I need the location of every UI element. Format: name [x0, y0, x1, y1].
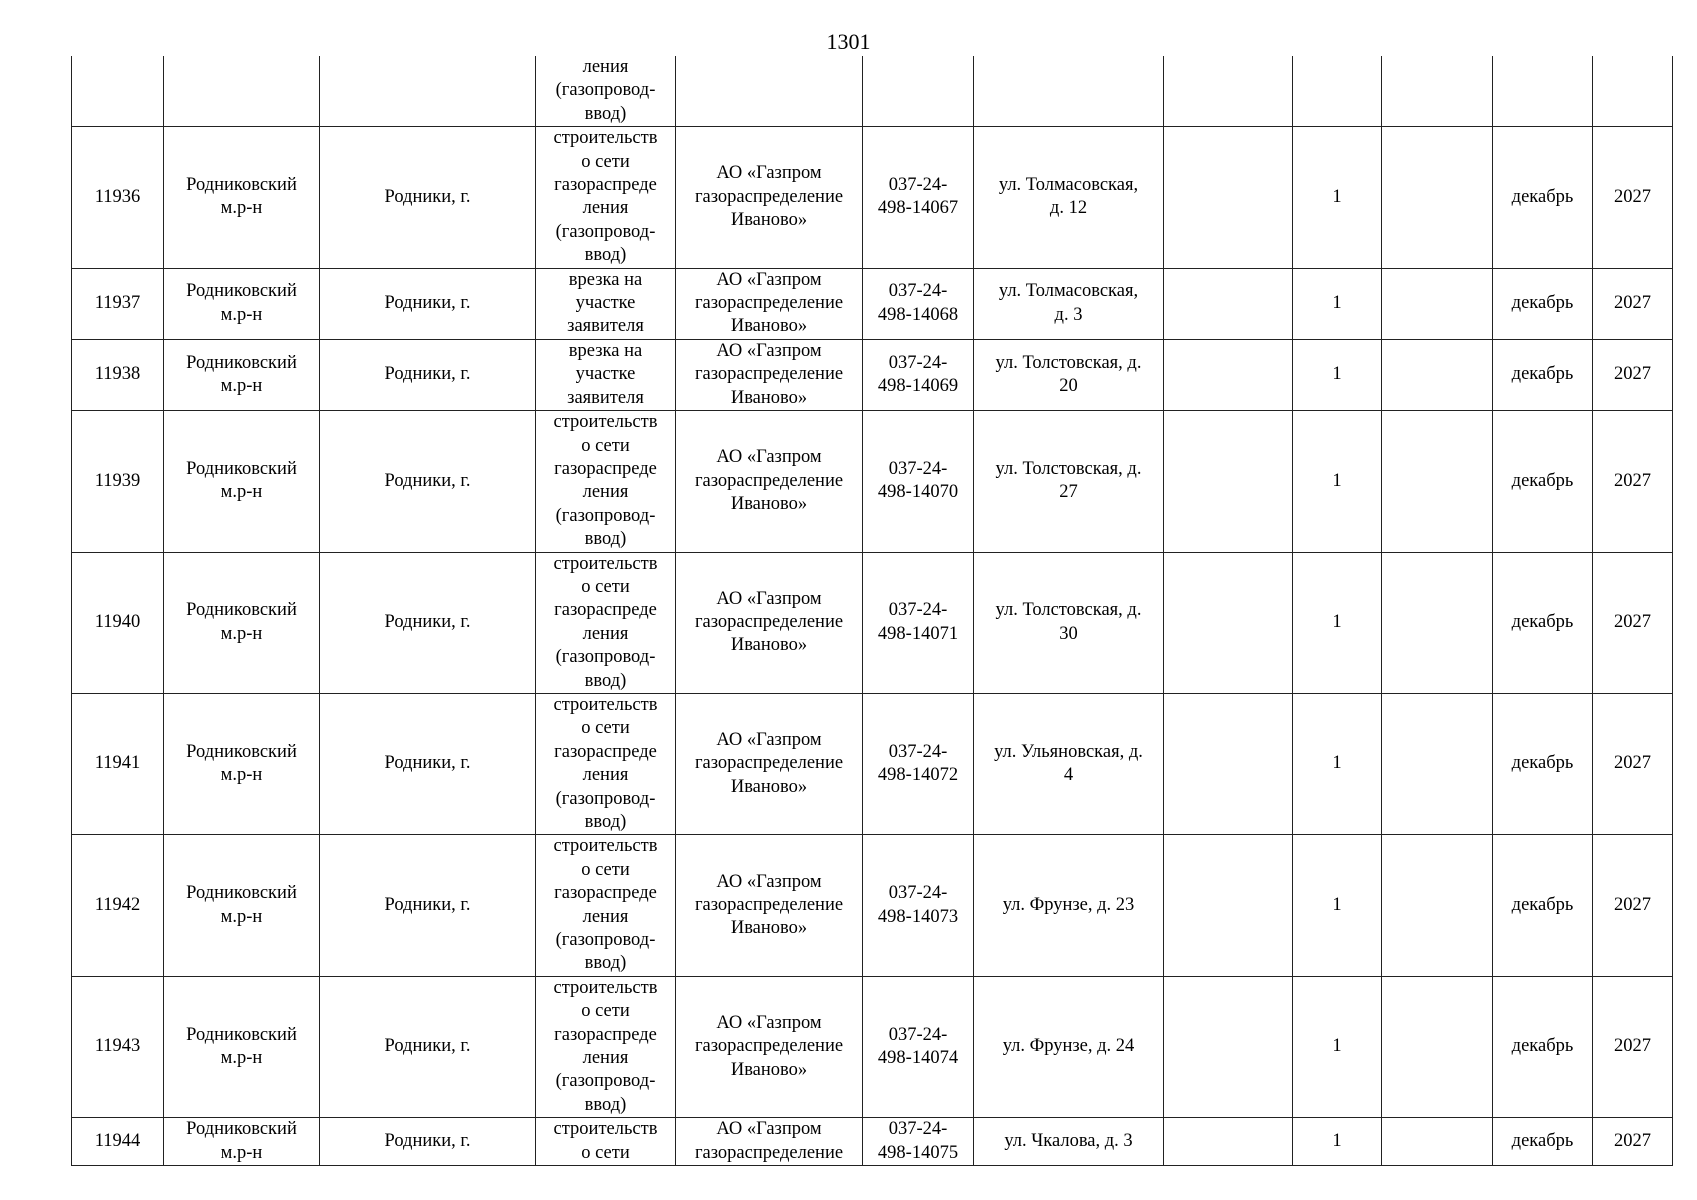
- cell-address: ул. Фрунзе, д. 23: [974, 835, 1164, 976]
- cell-settlement: Родники, г.: [320, 976, 536, 1117]
- cell-work-type: врезка на участке заявителя: [536, 268, 676, 339]
- cell-month: декабрь: [1493, 976, 1593, 1117]
- cell-settlement: Родники, г.: [320, 693, 536, 834]
- cell-code: 037-24- 498-14068: [863, 268, 974, 339]
- cell-count: 1: [1293, 1118, 1382, 1166]
- cell-year: 2027: [1593, 552, 1673, 693]
- cell-count: 1: [1293, 127, 1382, 268]
- cell-code: 037-24- 498-14067: [863, 127, 974, 268]
- cell-district: Родниковский м.р-н: [164, 268, 320, 339]
- cell-empty-1: [1164, 835, 1293, 976]
- cell-year: 2027: [1593, 976, 1673, 1117]
- cell-settlement: Родники, г.: [320, 835, 536, 976]
- cell-settlement: Родники, г.: [320, 1118, 536, 1166]
- cell-empty-1: [1164, 693, 1293, 834]
- cell-work-type: строительств о сети газораспреде ления (газопровод- ввод): [536, 411, 676, 552]
- cell-address: [974, 56, 1164, 127]
- cell-organization: АО «Газпром газораспределение Иваново»: [676, 976, 863, 1117]
- cell-work-type: врезка на участке заявителя: [536, 339, 676, 410]
- cell-month: декабрь: [1493, 339, 1593, 410]
- cell-district: Родниковский м.р-н: [164, 552, 320, 693]
- cell-year: [1593, 56, 1673, 127]
- cell-empty-1: [1164, 127, 1293, 268]
- cell-empty-1: [1164, 268, 1293, 339]
- cell-organization: [676, 56, 863, 127]
- cell-count: 1: [1293, 268, 1382, 339]
- cell-work-type: строительств о сети газораспреде ления (газопровод- ввод): [536, 552, 676, 693]
- cell-empty-2: [1382, 127, 1493, 268]
- cell-year: 2027: [1593, 693, 1673, 834]
- table-row: [72, 411, 1673, 552]
- cell-count: 1: [1293, 339, 1382, 410]
- cell-year: 2027: [1593, 127, 1673, 268]
- cell-district: Родниковский м.р-н: [164, 339, 320, 410]
- cell-district: Родниковский м.р-н: [164, 1118, 320, 1166]
- cell-code: 037-24- 498-14074: [863, 976, 974, 1117]
- cell-year: 2027: [1593, 268, 1673, 339]
- cell-district: Родниковский м.р-н: [164, 835, 320, 976]
- cell-year: 2027: [1593, 411, 1673, 552]
- cell-code: 037-24- 498-14075: [863, 1118, 974, 1166]
- cell-settlement: Родники, г.: [320, 339, 536, 410]
- cell-address: ул. Фрунзе, д. 24: [974, 976, 1164, 1117]
- cell-empty-1: [1164, 339, 1293, 410]
- cell-count: 1: [1293, 552, 1382, 693]
- cell-code: 037-24- 498-14073: [863, 835, 974, 976]
- cell-district: Родниковский м.р-н: [164, 411, 320, 552]
- cell-district: Родниковский м.р-н: [164, 127, 320, 268]
- cell-organization: АО «Газпром газораспределение: [676, 1118, 863, 1166]
- cell-code: [863, 56, 974, 127]
- cell-district: Родниковский м.р-н: [164, 976, 320, 1117]
- cell-num: 11944: [72, 1118, 164, 1166]
- cell-work-type: строительств о сети газораспреде ления (газопровод- ввод): [536, 976, 676, 1117]
- cell-count: [1293, 56, 1382, 127]
- cell-address: ул. Толмасовская, д. 3: [974, 268, 1164, 339]
- cell-address: ул. Толмасовская, д. 12: [974, 127, 1164, 268]
- cell-work-type: строительств о сети: [536, 1118, 676, 1166]
- cell-year: 2027: [1593, 835, 1673, 976]
- cell-empty-2: [1382, 552, 1493, 693]
- cell-count: 1: [1293, 976, 1382, 1117]
- cell-num: 11941: [72, 693, 164, 834]
- cell-month: декабрь: [1493, 268, 1593, 339]
- cell-month: декабрь: [1493, 552, 1593, 693]
- cell-address: ул. Толстовская, д. 27: [974, 411, 1164, 552]
- cell-num: 11938: [72, 339, 164, 410]
- cell-count: 1: [1293, 835, 1382, 976]
- cell-organization: АО «Газпром газораспределение Иваново»: [676, 552, 863, 693]
- cell-num: 11940: [72, 552, 164, 693]
- cell-empty-2: [1382, 339, 1493, 410]
- cell-year: 2027: [1593, 1118, 1673, 1166]
- cell-work-type: ления (газопровод- ввод): [536, 56, 676, 127]
- cell-count: 1: [1293, 411, 1382, 552]
- table-row: [72, 976, 1673, 1117]
- cell-month: декабрь: [1493, 693, 1593, 834]
- table-row: [72, 339, 1673, 410]
- cell-address: ул. Ульяновская, д. 4: [974, 693, 1164, 834]
- cell-year: 2027: [1593, 339, 1673, 410]
- cell-empty-2: [1382, 268, 1493, 339]
- cell-month: декабрь: [1493, 835, 1593, 976]
- cell-num: 11936: [72, 127, 164, 268]
- table-row: [72, 835, 1673, 976]
- cell-empty-2: [1382, 693, 1493, 834]
- cell-address: ул. Толстовская, д. 30: [974, 552, 1164, 693]
- cell-count: 1: [1293, 693, 1382, 834]
- cell-code: 037-24- 498-14070: [863, 411, 974, 552]
- cell-empty-2: [1382, 411, 1493, 552]
- cell-organization: АО «Газпром газораспределение Иваново»: [676, 693, 863, 834]
- cell-month: [1493, 56, 1593, 127]
- table-row: [72, 693, 1673, 834]
- cell-empty-2: [1382, 835, 1493, 976]
- cell-num: 11943: [72, 976, 164, 1117]
- cell-empty-1: [1164, 411, 1293, 552]
- cell-empty-2: [1382, 56, 1493, 127]
- cell-organization: АО «Газпром газораспределение Иваново»: [676, 411, 863, 552]
- cell-settlement: Родники, г.: [320, 552, 536, 693]
- cell-empty-2: [1382, 976, 1493, 1117]
- table-row-continued: [72, 56, 1673, 127]
- cell-settlement: [320, 56, 536, 127]
- cell-empty-1: [1164, 1118, 1293, 1166]
- cell-work-type: строительств о сети газораспреде ления (газопровод- ввод): [536, 127, 676, 268]
- table-row: [72, 268, 1673, 339]
- cell-organization: АО «Газпром газораспределение Иваново»: [676, 268, 863, 339]
- cell-empty-1: [1164, 56, 1293, 127]
- cell-code: 037-24- 498-14069: [863, 339, 974, 410]
- table-row: [72, 127, 1673, 268]
- cell-code: 037-24- 498-14072: [863, 693, 974, 834]
- cell-month: декабрь: [1493, 1118, 1593, 1166]
- cell-work-type: строительств о сети газораспреде ления (газопровод- ввод): [536, 693, 676, 834]
- cell-organization: АО «Газпром газораспределение Иваново»: [676, 127, 863, 268]
- page-number: 1301: [826, 29, 871, 54]
- table-row: [72, 552, 1673, 693]
- cell-num: 11937: [72, 268, 164, 339]
- cell-settlement: Родники, г.: [320, 411, 536, 552]
- cell-num: 11942: [72, 835, 164, 976]
- cell-code: 037-24- 498-14071: [863, 552, 974, 693]
- cell-empty-1: [1164, 552, 1293, 693]
- table-row: [72, 1118, 1673, 1166]
- cell-num: [72, 56, 164, 127]
- cell-empty-2: [1382, 1118, 1493, 1166]
- cell-organization: АО «Газпром газораспределение Иваново»: [676, 339, 863, 410]
- cell-month: декабрь: [1493, 411, 1593, 552]
- cell-district: Родниковский м.р-н: [164, 693, 320, 834]
- cell-address: ул. Чкалова, д. 3: [974, 1118, 1164, 1166]
- cell-organization: АО «Газпром газораспределение Иваново»: [676, 835, 863, 976]
- gas-connection-table: [71, 56, 1673, 1166]
- cell-address: ул. Толстовская, д. 20: [974, 339, 1164, 410]
- cell-num: 11939: [72, 411, 164, 552]
- cell-empty-1: [1164, 976, 1293, 1117]
- cell-work-type: строительств о сети газораспреде ления (газопровод- ввод): [536, 835, 676, 976]
- cell-month: декабрь: [1493, 127, 1593, 268]
- cell-district: [164, 56, 320, 127]
- cell-settlement: Родники, г.: [320, 268, 536, 339]
- cell-settlement: Родники, г.: [320, 127, 536, 268]
